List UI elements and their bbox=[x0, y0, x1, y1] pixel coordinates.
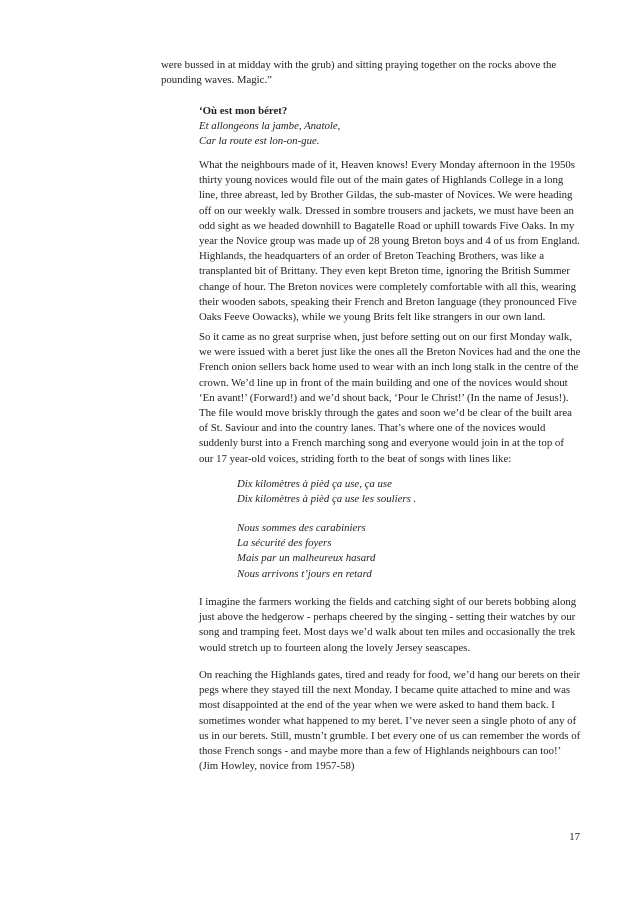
text-line: were bussed in at midday with the grub) and sitting praying together on the rocks above the bbox=[161, 59, 557, 71]
text-line: song and tramping feet. Most days we’d walk about ten miles and occasionally the trek bbox=[199, 626, 576, 639]
text-line: thirty young novices would file out of the main gates of Highlands College in a long bbox=[199, 174, 564, 187]
song-line: La sécurité des foyers bbox=[237, 537, 332, 550]
text-line: change of hour. The Breton novices were completely comfortable with all this, wearing bbox=[199, 280, 576, 293]
song-line: Nous arrivons t’jours en retard bbox=[237, 567, 372, 580]
text-line: pounding waves. Magic.” bbox=[161, 74, 272, 87]
text-line: those French songs - and maybe more than a few of Highlands neighbours can too!’ bbox=[199, 744, 562, 757]
text-line: pegs where they stayed till the next Monday. I became quite attached to mine and was bbox=[199, 684, 571, 697]
paragraph-weekly-walk bbox=[199, 158, 580, 325]
text-line: just above the hedgerow - perhaps cheered by the singing - setting their watches by our bbox=[199, 611, 576, 624]
text-line: odd sight as we headed downhill to Bagatelle Road or uphill towards Five Oaks. In my bbox=[199, 219, 575, 232]
text-line: French onion sellers back home used to wear with an inch long stalk in the centre of the bbox=[199, 361, 579, 374]
text-line: our 17 year-old voices, striding forth to the beat of songs with lines like: bbox=[199, 452, 512, 465]
song-line: Dix kilomètres à pièd ça use, ça use bbox=[237, 478, 392, 490]
song-title: ‘Où est mon béret? bbox=[199, 105, 288, 117]
song-line: Car la route est lon-on-gue. bbox=[199, 135, 320, 148]
text-line: line, three abreast, led by Brother Gildas, the sub-master of Novices. We were heading bbox=[199, 189, 573, 202]
song-heading bbox=[199, 104, 571, 150]
attribution: (Jim Howley, novice from 1957-58) bbox=[199, 760, 355, 773]
text-line: The file would move briskly through the gates and soon we’d be clear of the built area bbox=[199, 406, 572, 419]
paragraph-farmers bbox=[199, 595, 577, 656]
text-line: On reaching the Highlands gates, tired and ready for food, we’d hang our berets on their bbox=[199, 669, 581, 681]
song-line: Nous sommes des carabiniers bbox=[237, 522, 366, 534]
text-line: their wooden sabots, speaking their French and Breton language (they pronounced Five bbox=[199, 295, 577, 308]
text-line: suddenly burst into a French marching song and everyone would join in at the top of bbox=[199, 437, 564, 450]
paragraph-returning bbox=[199, 668, 581, 774]
song-verse-kilometres bbox=[237, 477, 537, 507]
text-line: ‘En avant!’ (Forward!) and we’d shout back, ‘Pour le Christ!’ (In the name of Jesus!). bbox=[199, 391, 569, 404]
song-line: Et allongeons la jambe, Anatole, bbox=[199, 120, 341, 133]
text-line: What the neighbours made of it, Heaven knows! Every Monday afternoon in the 1950s bbox=[199, 159, 575, 171]
song-line: Dix kilomètres à pièd ça use les souliers . bbox=[237, 493, 417, 506]
text-line: Oaks Feeve Oowacks), while we young Brits felt like strangers in our own land. bbox=[199, 310, 546, 323]
text-line: Highlands, the headquarters of an order of Breton Teaching Brothers, was like a bbox=[199, 250, 545, 263]
text-line: off on our weekly walk. Dressed in sombre trousers and jackets, we must have been an bbox=[199, 204, 574, 217]
text-line: most disappointed at the end of the year when we were asked to hand them back. I bbox=[199, 699, 555, 712]
opening-paragraph bbox=[161, 58, 571, 88]
text-line: crown. We’d line up in front of the main building and one of the novices would shout bbox=[199, 376, 568, 389]
song-verse-carabiniers bbox=[237, 521, 537, 582]
text-line: year the Novice group was made up of 28 young Breton boys and 4 of us from England. bbox=[199, 234, 580, 247]
paragraph-berets bbox=[199, 330, 581, 467]
text-line: So it came as no great surprise when, just before setting out on our first Monday walk, bbox=[199, 331, 573, 343]
text-line: of St. Saviour and into the country lanes. That’s where one of the novices would bbox=[199, 422, 546, 435]
text-line: sometimes wonder what happened to my beret. I’ve never seen a single photo of any of bbox=[199, 714, 577, 727]
text-line: us in our berets. Still, mustn’t grumble. I bet every one of us can remember the words of bbox=[199, 729, 581, 742]
text-line: transplanted bit of Brittany. They even kept Breton time, ignoring the British Summer bbox=[199, 265, 570, 278]
song-line: Mais par un malheureux hasard bbox=[237, 552, 376, 565]
text-line: would stretch up to fourteen along the lovely Jersey seascapes. bbox=[199, 641, 471, 654]
text-line: I imagine the farmers working the fields and catching sight of our berets bobbing along bbox=[199, 596, 577, 608]
text-line: we were issued with a beret just like the ones all the Breton Novices had and the one the bbox=[199, 346, 581, 359]
page-number: 17 bbox=[569, 831, 580, 843]
